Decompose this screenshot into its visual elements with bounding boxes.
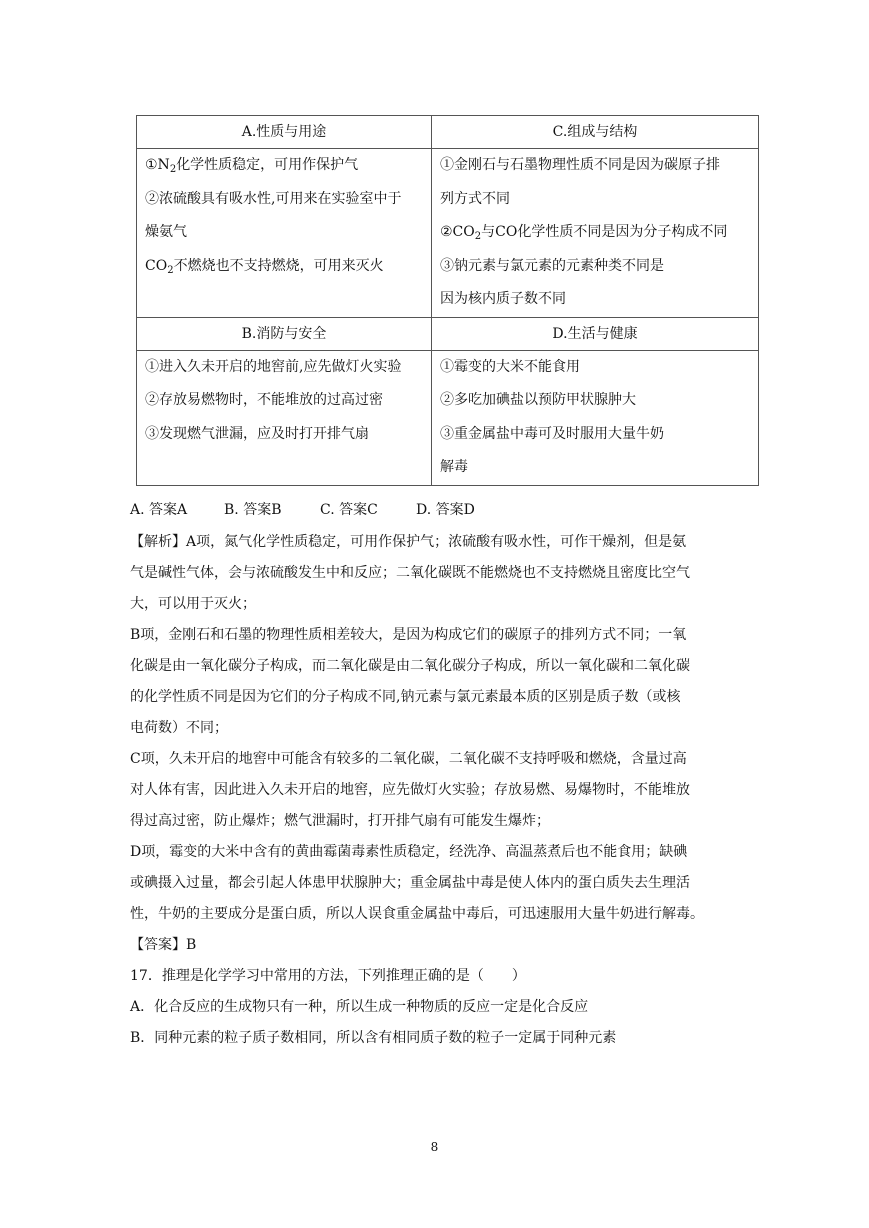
header-d: D.生活与健康 bbox=[432, 317, 759, 350]
question-17-option-b: B．同种元素的粒子质子数相同，所以含有相同质子数的粒子一定属于同种元素 bbox=[130, 1030, 617, 1046]
answer-options bbox=[130, 495, 770, 526]
analysis-line: 电荷数）不同； bbox=[130, 720, 228, 736]
cell-c-line: 因为核内质子数不同 bbox=[440, 291, 566, 307]
option-d: D. 答案D bbox=[416, 502, 475, 518]
cell-a bbox=[137, 149, 432, 318]
cell-d bbox=[432, 350, 759, 485]
question-17-stem: 17．推理是化学学习中常用的方法，下列推理正确的是（ ） bbox=[130, 968, 526, 984]
cell-a-line: ②浓硫酸具有吸水性,可用来在实验室中于 bbox=[145, 190, 402, 207]
cell-c bbox=[432, 149, 759, 318]
cell-b-line: ①进入久未开启的地窖前,应先做灯火实验 bbox=[145, 358, 402, 375]
analysis-line: 【解析】A项，氮气化学性质稳定，可用作保护气；浓硫酸有吸水性，可作干燥剂，但是氨 bbox=[130, 534, 687, 550]
analysis-line: B项，金刚石和石墨的物理性质相差较大，是因为构成它们的碳原子的排列方式不同；一氧 bbox=[130, 627, 687, 643]
analysis-line: 或碘摄入过量，都会引起人体患甲状腺肿大；重金属盐中毒是使人体内的蛋白质失去生理活 bbox=[130, 875, 690, 891]
header-a: A.性质与用途 bbox=[137, 116, 432, 149]
header-b: B.消防与安全 bbox=[137, 317, 432, 350]
cell-c-line: ③钠元素与氯元素的元素种类不同是 bbox=[440, 257, 664, 274]
cell-c-line: ①金刚石与石墨物理性质不同是因为碳原子排 bbox=[440, 157, 720, 173]
option-b: B. 答案B bbox=[224, 502, 282, 518]
analysis-line: 的化学性质不同是因为它们的分子构成不同,钠元素与氯元素最本质的区别是质子数（或核 bbox=[130, 689, 681, 705]
options-table bbox=[136, 115, 759, 486]
analysis-line: 化碳是由一氧化碳分子构成，而二氧化碳是由二氧化碳分子构成，所以一氧化碳和二氧化碳 bbox=[130, 658, 690, 674]
option-a: A. 答案A bbox=[130, 502, 188, 518]
cell-b bbox=[137, 350, 432, 485]
page-number: 8 bbox=[430, 1140, 439, 1154]
cell-d-line: ③重金属盐中毒可及时服用大量牛奶 bbox=[440, 425, 664, 442]
analysis bbox=[130, 527, 770, 1054]
cell-a-line: $CO_2$不燃烧也不支持燃烧，可用来灭火 bbox=[145, 257, 384, 276]
cell-b-line: ③发现燃气泄漏，应及时打开排气扇 bbox=[145, 425, 369, 442]
cell-b-line: ②存放易燃物时，不能堆放的过高过密 bbox=[145, 392, 383, 408]
cell-d-line: ①霉变的大米不能食用 bbox=[440, 358, 580, 375]
cell-c-line: $②CO_2$与CO化学性质不同是因为分子构成不同 bbox=[440, 224, 728, 242]
analysis-line: 气是碱性气体，会与浓硫酸发生中和反应；二氧化碳既不能燃烧也不支持燃烧且密度比空气 bbox=[130, 565, 690, 581]
cell-a-line: $①N_2$化学性质稳定，可用作保护气 bbox=[145, 157, 359, 175]
option-c: C. 答案C bbox=[320, 502, 378, 518]
cell-a-line: 燥氨气 bbox=[145, 224, 187, 240]
analysis-line: C项，久未开启的地窖中可能含有较多的二氧化碳，二氧化碳不支持呼吸和燃烧，含量过高 bbox=[130, 751, 687, 767]
header-c: C.组成与结构 bbox=[432, 116, 759, 149]
analysis-line: 得过高过密，防止爆炸；燃气泄漏时，打开排气扇有可能发生爆炸； bbox=[130, 813, 550, 829]
cell-d-line: ②多吃加碘盐以预防甲状腺肿大 bbox=[440, 392, 636, 408]
analysis-line: 性，牛奶的主要成分是蛋白质，所以人误食重金属盐中毒后，可迅速服用大量牛奶进行解毒。 bbox=[130, 906, 704, 922]
cell-c-line: 列方式不同 bbox=[440, 190, 510, 207]
cell-d-line: 解毒 bbox=[440, 459, 468, 475]
question-17-option-a: A．化合反应的生成物只有一种，所以生成一种物质的反应一定是化合反应 bbox=[130, 999, 589, 1015]
analysis-line: 大，可以用于灭火； bbox=[130, 596, 256, 612]
answer-line: 【答案】B bbox=[130, 937, 197, 953]
analysis-line: D项，霉变的大米中含有的黄曲霉菌毒素性质稳定，经洗净、高温蒸煮后也不能食用；缺碘 bbox=[130, 844, 688, 860]
analysis-line: 对人体有害，因此进入久未开启的地窖，应先做灯火实验；存放易燃、易爆物时，不能堆放 bbox=[130, 782, 690, 798]
